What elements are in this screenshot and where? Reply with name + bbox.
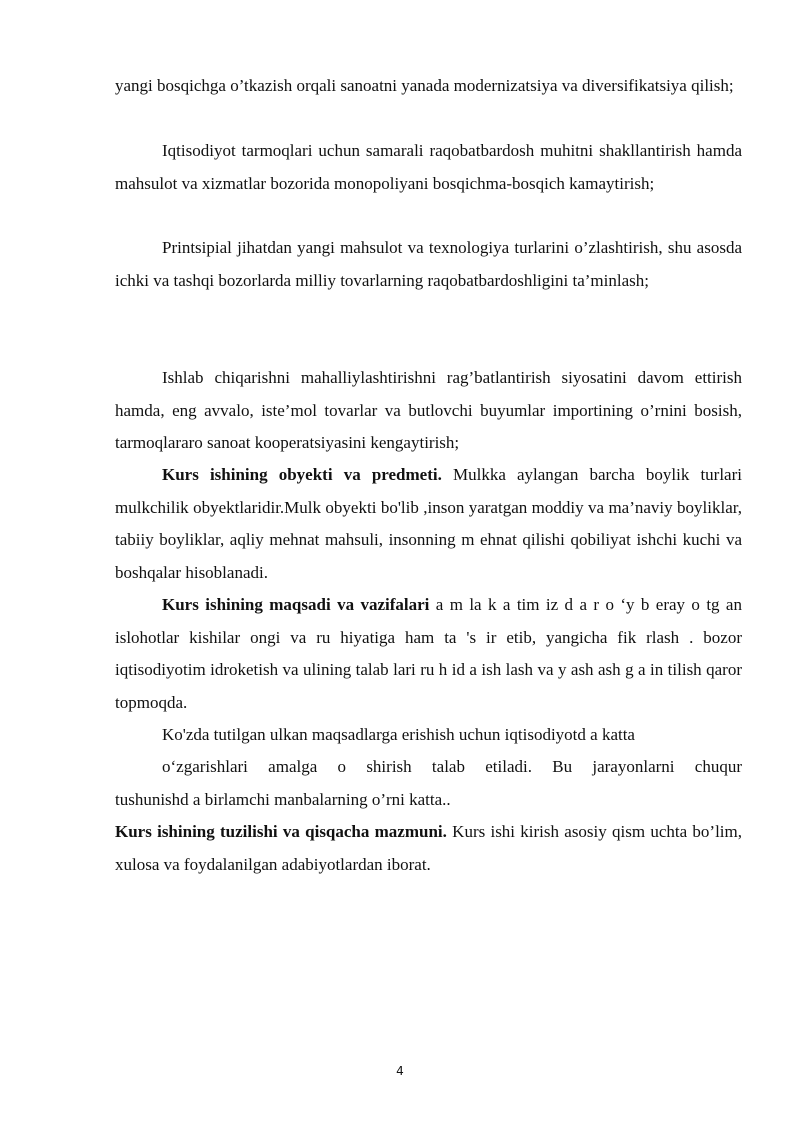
page-number: 4 — [396, 1064, 404, 1078]
paragraph-structure — [115, 816, 742, 881]
text-structure: Kurs ishi kirish asosiy qism uchta bo’lim, xulosa va foydalanilgan adabiyotlardan iborat. — [115, 822, 742, 874]
paragraph-goals-tasks — [115, 589, 742, 719]
paragraph-object-subject — [115, 459, 742, 589]
text-line-goals: Ko'zda tutilgan ulkan maqsadlarga erishish uchun iqtisodiyotd a katta — [162, 725, 635, 744]
heading-structure: Kurs ishining tuzilishi va qisqacha mazmuni. — [115, 822, 447, 841]
text-object-subject: Mulkka aylangan barcha boylik turlari mulkchilik obyektlaridir.Mulk obyekti bo'lib ,inson yaratgan moddiy va ma’naviy boyliklar, tabiiy boyliklar, aqliy mehnat mahsuli, insonning m ehnat qilishi qobiliyat ishchi kuchi va boshqalar hisoblanadi. — [115, 465, 742, 582]
text-goals-tasks: a m la k a tim iz d a r o ‘y b eray o tg an islohotlar kishilar ongi va ru hiyatiga ham ta 's ir etib, yangicha fik rlash . bozor iqtisodiyotim idroketish va ulining talab lari ru h id a ish lash va y ash ash g a in tilish qaror topmoqda. — [115, 595, 742, 712]
paragraph-competition: Iqtisodiyot tarmoqlari uchun samarali raqobatbardosh muhitni shakllantirish hamda mahsulot va xizmatlar bozorida monopoliyani bosqichma-bosqich kamaytirish; — [115, 141, 742, 193]
text-line-sources: tushunishd a birlamchi manbalarning o’rni katta.. — [115, 790, 451, 809]
paragraph-new-products: Printsipial jihatdan yangi mahsulot va texnologiya turlarini o’zlashtirish, shu asosda ichki va tashqi bozorlarda milliy tovarlarning raqobatbardoshligini ta’minlash; — [115, 238, 742, 290]
paragraph-modernization: yangi bosqichga o’tkazish orqali sanoatni yanada modernizatsiya va diversifikatsiya qilish; — [115, 76, 734, 95]
text-line-changes: o‘zgarishlari amalga o shirish talab etiladi. Bu jarayonlarni chuqur — [162, 757, 742, 776]
heading-object-subject: Kurs ishining obyekti va predmeti. — [162, 465, 442, 484]
heading-goals-tasks: Kurs ishining maqsadi va vazifalari — [162, 595, 430, 614]
paragraph-localization: Ishlab chiqarishni mahalliylashtirishni rag’batlantirish siyosatini davom ettirish hamda, eng avvalo, iste’mol tovarlar va butlovchi buyumlar importining o’rnini bosish, tarmoqlararo sanoat kooperatsiyasini kengaytirish; — [115, 368, 742, 452]
